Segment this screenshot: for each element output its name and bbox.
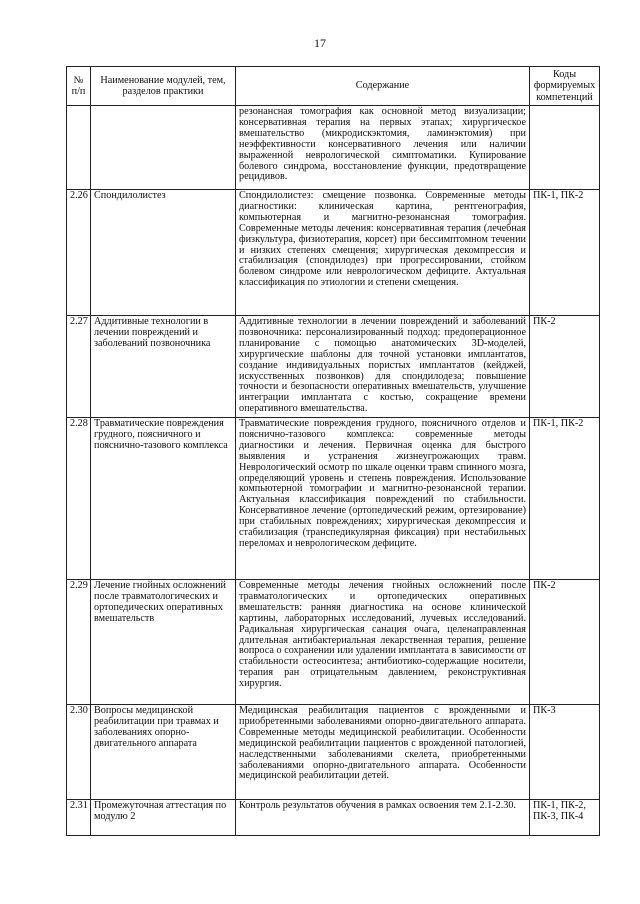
row-number: 2.27 <box>67 316 91 418</box>
row-number: 2.29 <box>67 580 91 705</box>
header-num: № п/п <box>67 67 91 106</box>
row-content: Спондилолистез: смещение позвонка. Современные методы диагностики: клиническая картина, рентгенография, компьютерная и магнитно-резонансная томография. Современные методы лечения: консервативная терапия (лечебная физкультура, физиотерапия, корсет) при бессимптомном течении и низких степенях смещения; хирургическая декомпрессия и стабилизация (спондилодез) при прогрессировании, стойком болевом синдроме или неврологическом дефиците. Актуальная классификация по этиологии и степени смещения. <box>236 190 530 316</box>
row-content: Аддитивные технологии в лечении повреждений и заболеваний позвоночника: персонализированный подход: предоперационное планирование с помощью анатомических 3D-моделей, хирургические шаблоны для точной установки имплантатов, создание индивидуальных пористых имплантатов (кейджей, искусственных позвонков) для спондилодеза; повышение точности и безопасности оперативных вмешательств, улучшение интеграции имплантата с костью, сокращение времени оперативного вмешательства. <box>236 316 530 418</box>
row-number: 2.31 <box>67 800 91 836</box>
row-content: Контроль результатов обучения в рамках освоения тем 2.1-2.30. <box>236 800 530 836</box>
table-row <box>67 106 600 190</box>
row-content: Медицинская реабилитация пациентов с врожденными и приобретенными заболеваниями опорно-двигательного аппарата. Современные методы медицинской реабилитации. Особенности медицинской реабилитации пациентов с врожденной патологией, наследственными заболеваниями скелета, приобретенными заболеваниями опорно-двигательного аппарата. Особенности медицинской реабилитации детей. <box>236 705 530 800</box>
row-topic: Спондилолистез <box>91 190 236 316</box>
header-content: Содержание <box>236 67 530 106</box>
page-number: 17 <box>314 36 326 50</box>
row-topic <box>91 106 236 190</box>
row-codes: ПК-2 <box>530 316 600 418</box>
table-row <box>67 705 600 800</box>
table-row <box>67 190 600 316</box>
curriculum-table <box>66 66 600 836</box>
row-codes: ПК-2 <box>530 580 600 705</box>
row-topic: Аддитивные технологии в лечении повреждений и заболеваний позвоночника <box>91 316 236 418</box>
row-codes <box>530 106 600 190</box>
table-row <box>67 316 600 418</box>
header-codes: Коды формируемых компетенций <box>530 67 600 106</box>
row-topic: Травматические повреждения грудного, поясничного и пояснично-тазового комплекса <box>91 418 236 580</box>
header-name: Наименование модулей, тем, разделов практики <box>91 67 236 106</box>
row-content: резонансная томография как основной метод визуализации; консервативная терапия на первых этапах; хирургическое вмешательство (микродискэктомия, ламинэктомия) при неэффективности консервативного лечения или наличии выраженной неврологической симптоматики. Купирование болевого синдрома, восстановление функции, предотвращение рецидивов. <box>236 106 530 190</box>
row-content: Травматические повреждения грудного, поясничного отделов и пояснично-тазового комплекса: современные методы диагностики и лечения. Первичная оценка для быстрого выявления и устранения жизнеугрожающих травм. Неврологический осмотр по шкале оценки травм спинного мозга, определяющий уровень и степень повреждения. Использование компьютерной томографии и магнитно-резонансной терапии. Актуальная классификация повреждений по стабильности. Консервативное лечение (ортопедический режим, ортезирование) при стабильных повреждениях; хирургическая декомпрессия и стабилизация (транспедикулярная фиксация) при нестабильных переломах и неврологическом дефиците. <box>236 418 530 580</box>
table-header <box>67 67 600 106</box>
row-number <box>67 106 91 190</box>
table-row <box>67 580 600 705</box>
row-topic: Вопросы медицинской реабилитации при травмах и заболеваниях опорно-двигательного аппарата <box>91 705 236 800</box>
row-number: 2.28 <box>67 418 91 580</box>
row-codes: ПК-1, ПК-2, ПК-3, ПК-4 <box>530 800 600 836</box>
row-codes: ПК-1, ПК-2 <box>530 418 600 580</box>
row-topic: Лечение гнойных осложнений после травматологических и ортопедических оперативных вмешательств <box>91 580 236 705</box>
row-content: Современные методы лечения гнойных осложнений после травматологических и ортопедических оперативных вмешательств: ранняя диагностика на основе клинической картины, лабораторных исследований, лучевых исследований. Радикальная хирургическая санация очага, целенаправленная длительная антибактериальная лекарственная терапия, решение вопроса о сохранении или удалении имплантата в зависимости от стабильности остеосинтеза; антибиотико-содержащие носители, терапия ран отрицательным давлением, реконструктивная хирургия. <box>236 580 530 705</box>
table-row <box>67 418 600 580</box>
row-codes: ПК-3 <box>530 705 600 800</box>
row-number: 2.26 <box>67 190 91 316</box>
row-number: 2.30 <box>67 705 91 800</box>
row-codes: ПК-1, ПК-2 <box>530 190 600 316</box>
table-row <box>67 800 600 836</box>
row-topic: Промежуточная аттестация по модулю 2 <box>91 800 236 836</box>
